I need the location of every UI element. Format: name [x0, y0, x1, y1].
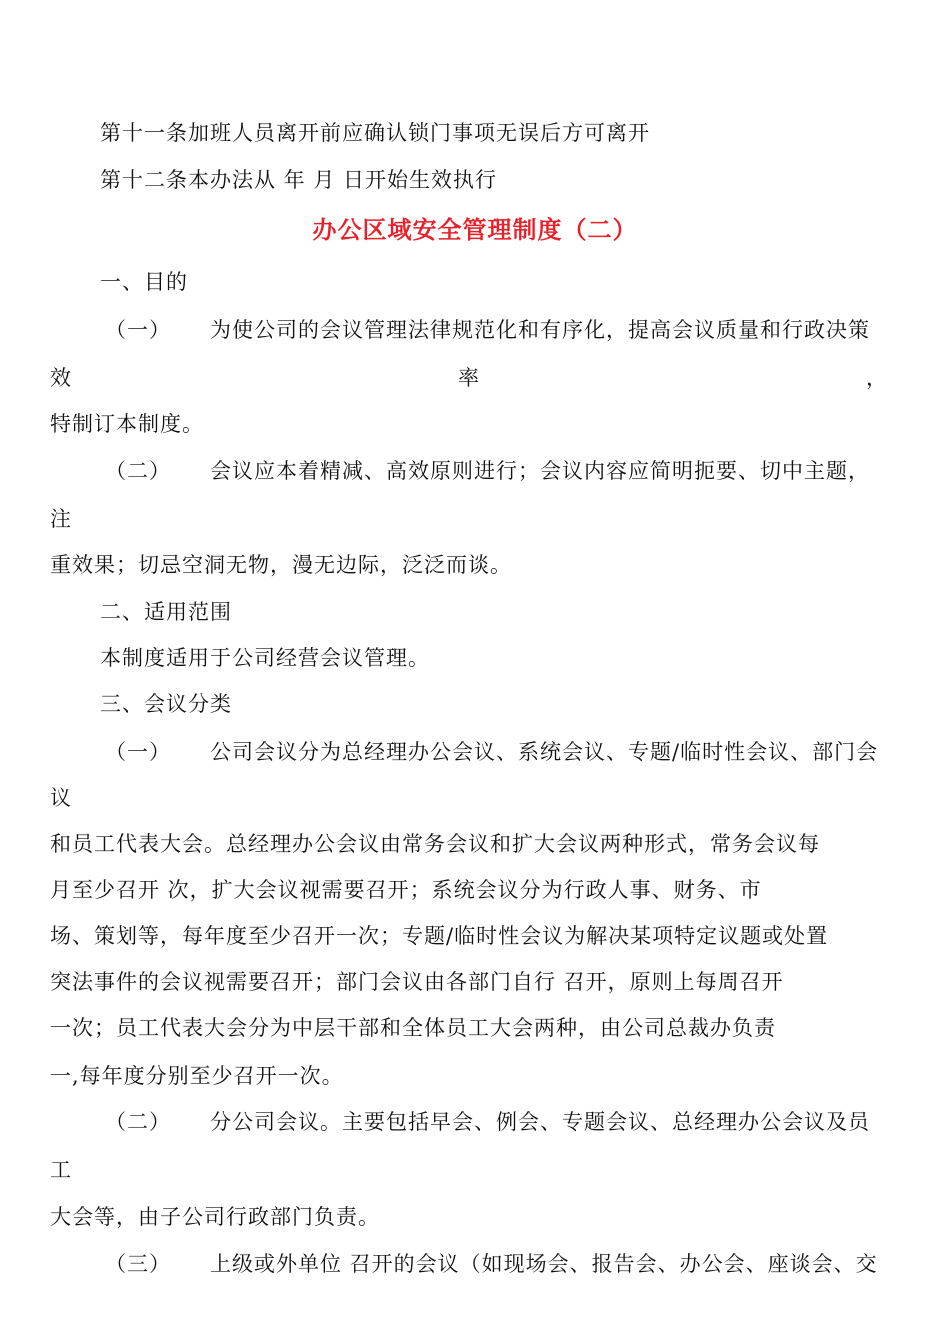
p1-justified-line	[50, 364, 888, 392]
c1-line-4: 月至少召开 次，扩大会议视需要召开；系统会议分为行政人事、财务、市	[50, 878, 762, 902]
p1-word-3: ，	[866, 366, 888, 390]
c1-line-6: 突法事件的会议视需要召开；部门会议由各部门自行 召开，原则上每周召开	[50, 970, 784, 994]
section-1-heading: 一、目的	[100, 270, 188, 294]
p2-number: （二）	[105, 459, 171, 483]
section-2-heading: 二、适用范围	[100, 600, 232, 624]
c3-number: （三）	[105, 1252, 171, 1276]
document-title: 办公区域安全管理制度（二）	[312, 215, 638, 244]
c2-number: （二）	[105, 1110, 171, 1134]
article-11: 第十一条加班人员离开前应确认锁门事项无误后方可离开	[100, 121, 650, 145]
p2-line-3: 重效果；切忌空洞无物，漫无边际，泛泛而谈。	[50, 553, 512, 577]
c1-line-8: 一,每年度分别至少召开一次。	[50, 1064, 344, 1088]
p1-word-1: 效	[50, 366, 72, 390]
c2-text: 分公司会议。主要包括早会、例会、专题会议、总经理办公会议及员	[210, 1110, 870, 1134]
c1-text: 公司会议分为总经理办公会议、系统会议、专题/临时性会议、部门会	[210, 740, 879, 764]
p1-line-3: 特制订本制度。	[50, 412, 204, 436]
c1-line-3: 和员工代表大会。总经理办公会议由常务会议和扩大会议两种形式，常务会议每	[50, 832, 820, 856]
c1-line-5: 场、策划等，每年度至少召开一次；专题/临时性会议为解决某项特定议题或处置	[50, 924, 829, 948]
c1-line-2: 议	[50, 786, 72, 810]
p2-line-2: 注	[50, 507, 72, 531]
p2-text: 会议应本着精减、高效原则进行；会议内容应简明扼要、切中主题，	[210, 459, 870, 483]
c1-number: （一）	[105, 740, 171, 764]
c2-line-3: 大会等，由子公司行政部门负责。	[50, 1205, 380, 1229]
p1-number: （一）	[105, 318, 171, 342]
section-2-body: 本制度适用于公司经营会议管理。	[100, 646, 430, 670]
c2-line-2: 工	[50, 1158, 72, 1182]
c3-text: 上级或外单位 召开的会议（如现场会、报告会、办公会、座谈会、交	[210, 1252, 878, 1276]
c1-line-7: 一次；员工代表大会分为中层干部和全体员工大会两种，由公司总裁办负责	[50, 1016, 776, 1040]
p1-word-2: 率	[458, 366, 480, 390]
section-3-heading: 三、会议分类	[100, 692, 232, 716]
article-12: 第十二条本办法从 年 月 日开始生效执行	[100, 168, 498, 192]
p1-text: 为使公司的会议管理法律规范化和有序化，提高会议质量和行政决策	[210, 318, 870, 342]
